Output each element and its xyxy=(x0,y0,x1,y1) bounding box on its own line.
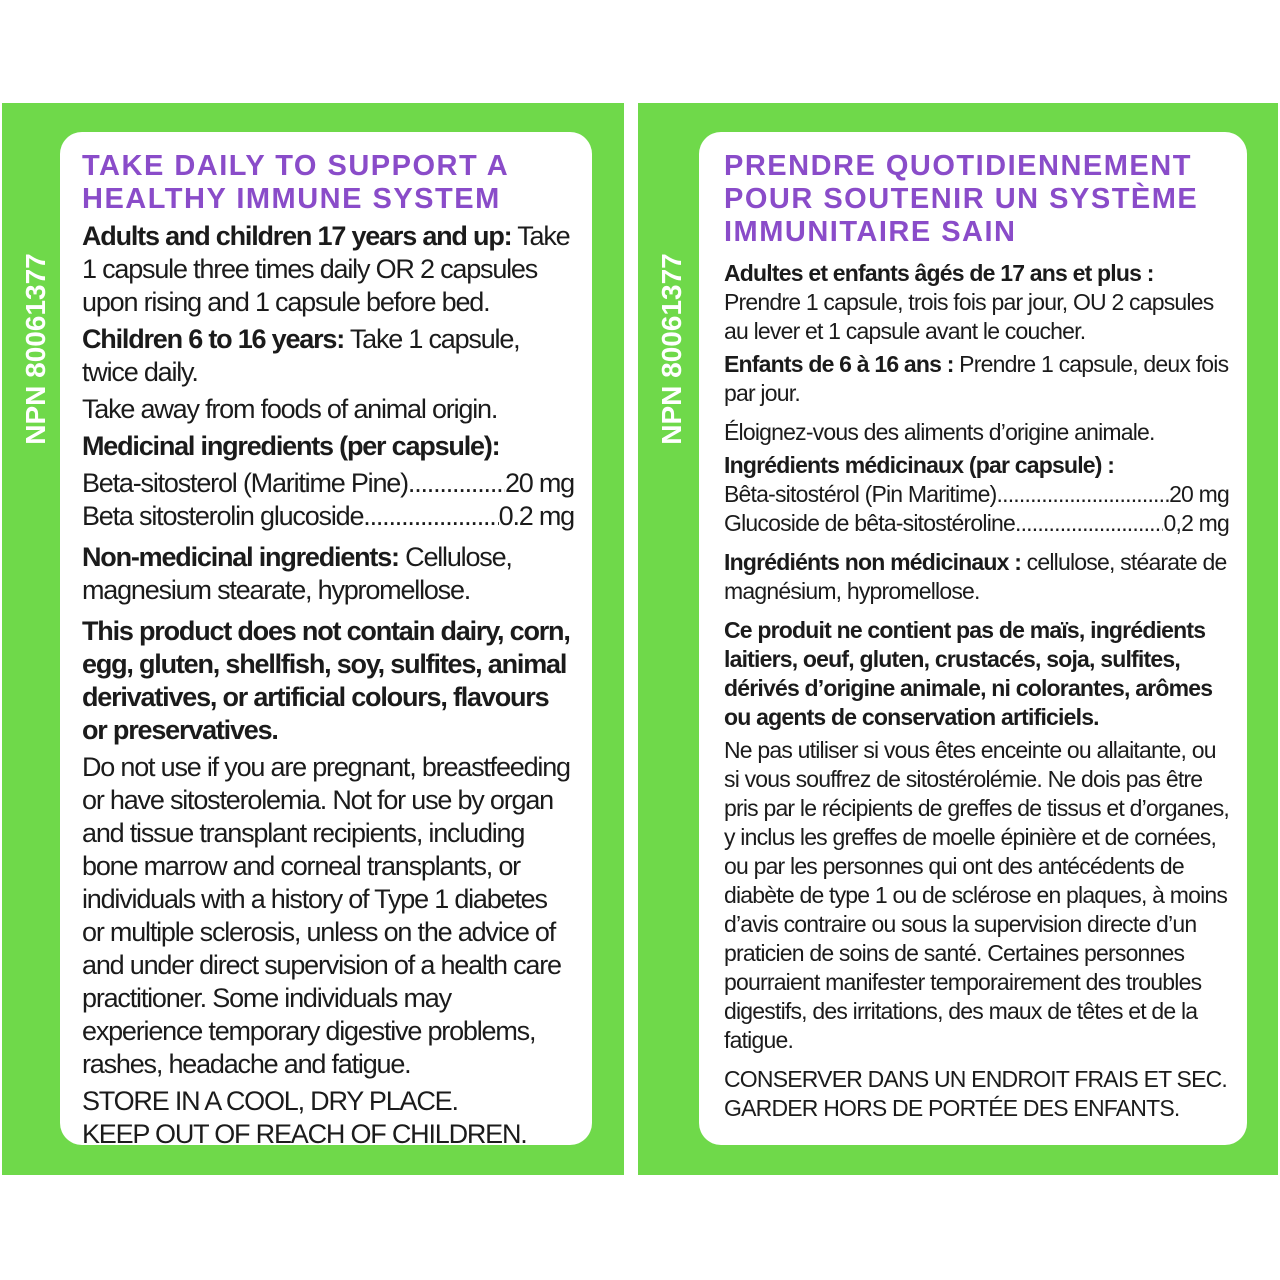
non-medicinal-ingredients xyxy=(82,541,574,607)
adult-dosage-label: Adultes et enfants âgés de 17 ans et plus : xyxy=(724,260,1154,286)
storage-text: STORE IN A COOL, DRY PLACE. xyxy=(82,1086,458,1116)
food-note: Take away from foods of animal origin. xyxy=(82,394,498,424)
non-medicinal-label: Ingrédiénts non médicinaux : xyxy=(724,549,1022,575)
medicinal-ingredients-heading: Medicinal ingredients (per capsule): xyxy=(82,431,500,461)
ingredient-row xyxy=(82,467,574,500)
keep-out-text: GARDER HORS DE PORTÉE DES ENFANTS. xyxy=(724,1095,1180,1121)
dot-leader xyxy=(408,467,505,500)
children-dosage xyxy=(724,350,1229,408)
adult-dosage-text: Take 1 capsule three times daily OR 2 capsules upon rising and 1 capsule before bed. xyxy=(82,221,570,317)
french-info-card xyxy=(699,132,1247,1145)
non-medicinal-ingredients xyxy=(724,548,1229,606)
children-dosage-text: Take 1 capsule, twice daily. xyxy=(82,324,520,387)
non-medicinal-text: Cellulose, magnesium stearate, hypromellose. xyxy=(82,542,512,605)
english-info-card xyxy=(60,132,592,1145)
ingredient-row xyxy=(724,480,1229,509)
ingredient-name: Bêta-sitostérol (Pin Maritime) xyxy=(724,481,997,507)
free-from-statement: This product does not contain dairy, corn, egg, gluten, shellfish, soy, sulfites, animal derivatives, or artificial colours, flavours or preservatives. xyxy=(82,616,570,745)
children-dosage xyxy=(82,323,574,389)
ingredient-name: Beta sitosterolin glucoside xyxy=(82,501,364,531)
ingredient-name: Glucoside de bêta-sitostéroline xyxy=(724,510,1015,536)
ingredient-amount: 20 mg xyxy=(1169,481,1229,507)
adult-dosage xyxy=(724,259,1229,346)
ingredient-name: Beta-sitosterol (Maritime Pine) xyxy=(82,468,408,498)
adult-dosage xyxy=(82,220,574,319)
french-heading: PRENDRE QUOTIDIENNEMENT POUR SOUTENIR UN SYSTÈME IMMUNITAIRE SAIN xyxy=(724,150,1199,248)
children-dosage-label: Enfants de 6 à 16 ans : xyxy=(724,351,954,377)
ingredient-row xyxy=(724,509,1229,538)
keep-out-text: KEEP OUT OF REACH OF CHILDREN. xyxy=(82,1119,527,1145)
dot-leader xyxy=(1015,509,1163,538)
storage-text: CONSERVER DANS UN ENDROIT FRAIS ET SEC. xyxy=(724,1066,1228,1092)
medicinal-ingredients-heading: Ingrédients médicinaux (par capsule) : xyxy=(724,452,1115,478)
warning-text: Ne pas utiliser si vous êtes enceinte ou allaitante, ou si vous souffrez de sitostérolémie. Ne dois pas être pris par le récipients de greffes de tissus et d’organes, y inclus les greffes de moelle épinière et de cornées, ou par les personnes qui ont des antécédents de diabète de type 1 ou de sclérose en plaques, à moins d’avis contraire ou sous la supervision directe d’un praticien de soins de santé. Certaines personnes pourraient manifester temporairement des troubles digestifs, des irritations, des maux de têtes et de la fatigue. xyxy=(724,737,1229,1053)
dot-leader xyxy=(997,480,1170,509)
english-label-panel xyxy=(2,103,624,1175)
food-note: Éloignez-vous des aliments d’origine animale. xyxy=(724,419,1155,445)
ingredient-row xyxy=(82,500,574,533)
adult-dosage-text: Prendre 1 capsule, trois fois par jour, OU 2 capsules au lever et 1 capsule avant le coucher. xyxy=(724,289,1214,344)
free-from-statement: Ce produit ne contient pas de maïs, ingrédients laitiers, oeuf, gluten, crustacés, soja, sulfites, dérivés d’origine animale, ni colorantes, arômes ou agents de conservation artificiels. xyxy=(724,617,1213,730)
ingredient-amount: 0.2 mg xyxy=(498,501,574,531)
adult-dosage-label: Adults and children 17 years and up: xyxy=(82,221,512,251)
french-label-panel xyxy=(638,103,1278,1175)
warning-text: Do not use if you are pregnant, breastfeeding or have sitosterolemia. Not for use by organ and tissue transplant recipients, including bone marrow and corneal transplants, or individuals with a history of Type 1 diabetes or multiple sclerosis, unless on the advice of and under direct supervision of a health care practitioner. Some individuals may experience temporary digestive problems, rashes, headache and fatigue. xyxy=(82,752,570,1079)
npn-number: NPN 80061377 xyxy=(20,253,51,445)
npn-number: NPN 80061377 xyxy=(656,253,687,445)
ingredient-amount: 20 mg xyxy=(504,468,574,498)
dot-leader xyxy=(363,500,498,533)
english-heading: TAKE DAILY TO SUPPORT A HEALTHY IMMUNE SYSTEM xyxy=(82,150,509,215)
children-dosage-label: Children 6 to 16 years: xyxy=(82,324,345,354)
children-dosage-text: Prendre 1 capsule, deux fois par jour. xyxy=(724,351,1229,406)
non-medicinal-text: cellulose, stéarate de magnésium, hypromellose. xyxy=(724,549,1227,604)
non-medicinal-label: Non-medicinal ingredients: xyxy=(82,542,399,572)
ingredient-amount: 0,2 mg xyxy=(1163,510,1229,536)
